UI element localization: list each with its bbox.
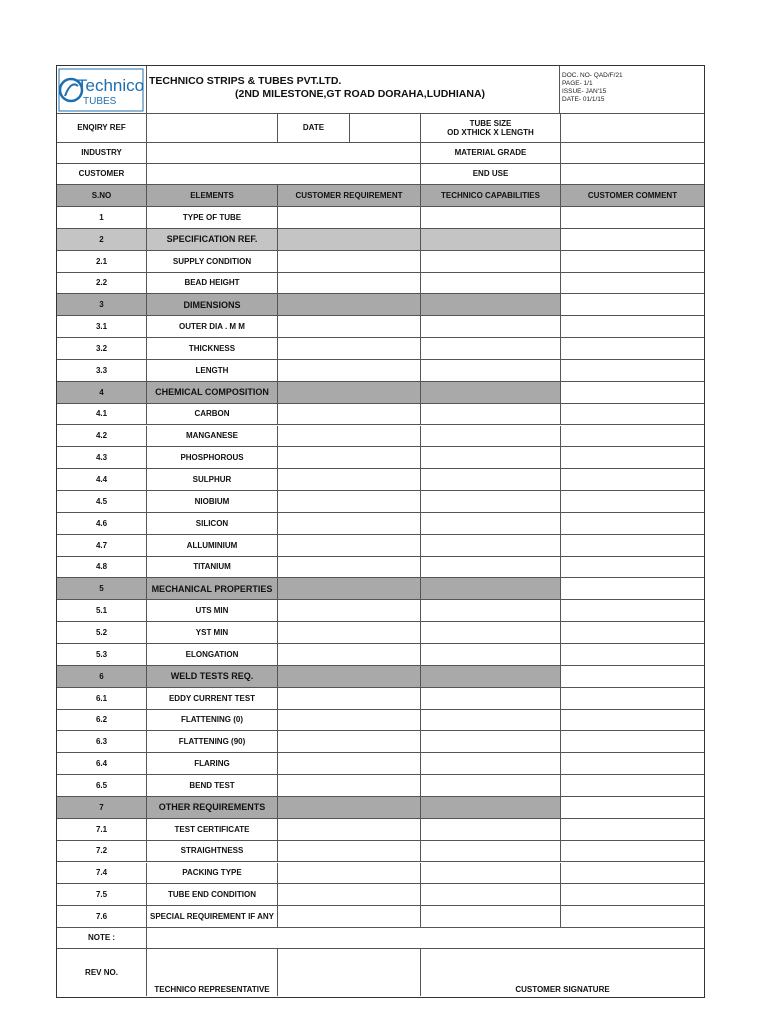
customer-requirement-cell[interactable]	[278, 229, 421, 251]
customer-requirement-cell[interactable]	[278, 644, 421, 666]
col-header-customer-comment: CUSTOMER COMMENT	[561, 185, 704, 207]
customer-comment-cell[interactable]	[561, 884, 704, 906]
customer-comment-cell[interactable]	[561, 557, 704, 579]
row-element: THICKNESS	[147, 338, 278, 360]
row-element: LENGTH	[147, 360, 278, 382]
row-element: FLATTENING (0)	[147, 710, 278, 732]
customer-requirement-cell[interactable]	[278, 666, 421, 688]
row-sno: 6.4	[57, 753, 147, 775]
row-element: NIOBIUM	[147, 491, 278, 513]
row-element: SPECIFICATION REF.	[147, 229, 278, 251]
customer-comment-cell[interactable]	[561, 447, 704, 469]
technico-capability-cell[interactable]	[421, 884, 561, 906]
customer-comment-cell[interactable]	[561, 688, 704, 710]
customer-requirement-cell[interactable]	[278, 426, 421, 448]
customer-signature-label: CUSTOMER SIGNATURE	[515, 984, 610, 994]
note-value[interactable]	[147, 928, 704, 949]
row-sno: 4	[57, 382, 147, 404]
customer-comment-cell[interactable]	[561, 382, 704, 404]
row-element: DIMENSIONS	[147, 294, 278, 316]
technico-capability-cell[interactable]	[421, 469, 561, 491]
customer-comment-cell[interactable]	[561, 294, 704, 316]
customer-requirement-cell[interactable]	[278, 797, 421, 819]
rev-no-label: REV NO.	[57, 949, 147, 996]
row-element: WELD TESTS REQ.	[147, 666, 278, 688]
technico-capability-cell[interactable]	[421, 447, 561, 469]
row-sno: 5.3	[57, 644, 147, 666]
doc-number: DOC. NO- QAD/F/21	[562, 72, 623, 79]
customer-comment-cell[interactable]	[561, 797, 704, 819]
company-logo	[57, 66, 147, 114]
form-sheet	[56, 65, 705, 998]
customer-comment-cell[interactable]	[561, 578, 704, 600]
customer-comment-cell[interactable]	[561, 666, 704, 688]
row-sno: 2	[57, 229, 147, 251]
docinfo-divider	[559, 66, 560, 114]
customer-requirement-cell[interactable]	[278, 622, 421, 644]
tube-size-line1: TUBE SIZE	[469, 118, 512, 128]
row-element: OUTER DIA . M M	[147, 316, 278, 338]
customer-requirement-cell[interactable]	[278, 557, 421, 579]
technico-signature-space[interactable]	[278, 949, 421, 996]
customer-requirement-cell[interactable]	[278, 906, 421, 928]
row-sno: 4.5	[57, 491, 147, 513]
row-element: SPECIAL REQUIREMENT IF ANY	[147, 906, 278, 928]
technico-capability-cell[interactable]	[421, 273, 561, 295]
doc-issue: ISSUE- JAN'15	[562, 88, 607, 96]
customer-comment-cell[interactable]	[561, 819, 704, 841]
row-element: PHOSPHOROUS	[147, 447, 278, 469]
row-element: TEST CERTIFICATE	[147, 819, 278, 841]
customer-requirement-cell[interactable]	[278, 469, 421, 491]
customer-comment-cell[interactable]	[561, 841, 704, 863]
row-sno: 7.4	[57, 863, 147, 885]
technico-capability-cell[interactable]	[421, 294, 561, 316]
date-value[interactable]	[350, 114, 421, 143]
row-element: CARBON	[147, 404, 278, 426]
customer-requirement-cell[interactable]	[278, 294, 421, 316]
row-sno: 7.6	[57, 906, 147, 928]
date-label: DATE	[278, 114, 350, 143]
customer-comment-cell[interactable]	[561, 513, 704, 535]
technico-capability-cell[interactable]	[421, 797, 561, 819]
row-sno: 5	[57, 578, 147, 600]
enquiry-ref-label: ENQIRY REF	[57, 114, 147, 143]
material-grade-value[interactable]	[561, 143, 704, 164]
customer-requirement-cell[interactable]	[278, 382, 421, 404]
technico-capability-cell[interactable]	[421, 644, 561, 666]
row-sno: 5.1	[57, 600, 147, 622]
tube-size-label	[421, 114, 561, 143]
row-sno: 6.5	[57, 775, 147, 797]
technico-capability-cell[interactable]	[421, 404, 561, 426]
technico-capability-cell[interactable]	[421, 863, 561, 885]
row-element: UTS MIN	[147, 600, 278, 622]
row-sno: 4.8	[57, 557, 147, 579]
row-element: CHEMICAL COMPOSITION	[147, 382, 278, 404]
tube-size-line2: OD XTHICK X LENGTH	[447, 128, 534, 137]
customer-comment-cell[interactable]	[561, 535, 704, 557]
row-element: ELONGATION	[147, 644, 278, 666]
row-sno: 6.2	[57, 710, 147, 732]
customer-requirement-cell[interactable]	[278, 600, 421, 622]
technico-capability-cell[interactable]	[421, 710, 561, 732]
technico-capability-cell[interactable]	[421, 557, 561, 579]
customer-comment-cell[interactable]	[561, 710, 704, 732]
col-header-elements: ELEMENTS	[147, 185, 278, 207]
row-element: SULPHUR	[147, 469, 278, 491]
technico-capability-cell[interactable]	[421, 316, 561, 338]
customer-value[interactable]	[147, 164, 421, 185]
technico-logo-icon	[57, 66, 147, 114]
technico-capability-cell[interactable]	[421, 535, 561, 557]
row-element: FLATTENING (90)	[147, 731, 278, 753]
row-element: MECHANICAL PROPERTIES	[147, 578, 278, 600]
technico-capability-cell[interactable]	[421, 207, 561, 229]
customer-requirement-cell[interactable]	[278, 513, 421, 535]
row-element: PACKING TYPE	[147, 863, 278, 885]
technico-capability-cell[interactable]	[421, 338, 561, 360]
customer-label: CUSTOMER	[57, 164, 147, 185]
row-sno: 3	[57, 294, 147, 316]
technico-capability-cell[interactable]	[421, 491, 561, 513]
customer-requirement-cell[interactable]	[278, 841, 421, 863]
technico-capability-cell[interactable]	[421, 819, 561, 841]
row-sno: 4.7	[57, 535, 147, 557]
row-sno: 2.2	[57, 273, 147, 295]
material-grade-label: MATERIAL GRADE	[421, 143, 561, 164]
row-sno: 6.3	[57, 731, 147, 753]
technico-capability-cell[interactable]	[421, 688, 561, 710]
customer-comment-cell[interactable]	[561, 338, 704, 360]
customer-requirement-cell[interactable]	[278, 207, 421, 229]
customer-requirement-cell[interactable]	[278, 447, 421, 469]
row-sno: 6.1	[57, 688, 147, 710]
customer-requirement-cell[interactable]	[278, 316, 421, 338]
row-sno: 4.2	[57, 426, 147, 448]
technico-capability-cell[interactable]	[421, 513, 561, 535]
row-element: TITANIUM	[147, 557, 278, 579]
row-sno: 3.3	[57, 360, 147, 382]
row-sno: 2.1	[57, 251, 147, 273]
tube-size-value[interactable]	[561, 114, 704, 143]
customer-comment-cell[interactable]	[561, 360, 704, 382]
row-sno: 4.6	[57, 513, 147, 535]
customer-requirement-cell[interactable]	[278, 884, 421, 906]
row-sno: 7	[57, 797, 147, 819]
customer-requirement-cell[interactable]	[278, 731, 421, 753]
row-element: FLARING	[147, 753, 278, 775]
customer-requirement-cell[interactable]	[278, 273, 421, 295]
row-sno: 4.3	[57, 447, 147, 469]
row-element: TYPE OF TUBE	[147, 207, 278, 229]
technico-capability-cell[interactable]	[421, 775, 561, 797]
end-use-value[interactable]	[561, 164, 704, 185]
technico-capability-cell[interactable]	[421, 753, 561, 775]
row-element: OTHER REQUIREMENTS	[147, 797, 278, 819]
enquiry-ref-value[interactable]	[147, 114, 278, 143]
technico-capability-cell[interactable]	[421, 251, 561, 273]
row-sno: 5.2	[57, 622, 147, 644]
end-use-label: END USE	[421, 164, 561, 185]
doc-date: DATE- 01/1/15	[562, 96, 605, 104]
technico-capability-cell[interactable]	[421, 666, 561, 688]
customer-comment-cell[interactable]	[561, 316, 704, 338]
row-element: BEND TEST	[147, 775, 278, 797]
technico-representative-label: TECHNICO REPRESENTATIVE	[147, 949, 278, 996]
customer-requirement-cell[interactable]	[278, 863, 421, 885]
industry-value[interactable]	[147, 143, 421, 164]
company-address: (2ND MILESTONE,GT ROAD DORAHA,LUDHIANA)	[235, 88, 486, 100]
customer-requirement-cell[interactable]	[278, 338, 421, 360]
customer-requirement-cell[interactable]	[278, 578, 421, 600]
logo-sub-text: TUBES	[83, 96, 117, 107]
customer-comment-cell[interactable]	[561, 775, 704, 797]
note-label: NOTE :	[57, 928, 147, 949]
customer-comment-cell[interactable]	[561, 600, 704, 622]
customer-comment-cell[interactable]	[561, 207, 704, 229]
row-sno: 7.2	[57, 841, 147, 863]
customer-comment-cell[interactable]	[561, 622, 704, 644]
col-header-technico-capabilities: TECHNICO CAPABILITIES	[421, 185, 561, 207]
customer-comment-cell[interactable]	[561, 753, 704, 775]
customer-requirement-cell[interactable]	[278, 360, 421, 382]
technico-capability-cell[interactable]	[421, 360, 561, 382]
customer-comment-cell[interactable]	[561, 251, 704, 273]
customer-comment-cell[interactable]	[561, 644, 704, 666]
technico-capability-cell[interactable]	[421, 731, 561, 753]
customer-comment-cell[interactable]	[561, 469, 704, 491]
customer-requirement-cell[interactable]	[278, 404, 421, 426]
customer-comment-cell[interactable]	[561, 229, 704, 251]
customer-comment-cell[interactable]	[561, 426, 704, 448]
industry-label: INDUSTRY	[57, 143, 147, 164]
row-element: BEAD HEIGHT	[147, 273, 278, 295]
technico-capability-cell[interactable]	[421, 600, 561, 622]
technico-capability-cell[interactable]	[421, 229, 561, 251]
row-element: TUBE END CONDITION	[147, 884, 278, 906]
technico-capability-cell[interactable]	[421, 426, 561, 448]
customer-requirement-cell[interactable]	[278, 710, 421, 732]
doc-page: PAGE- 1/1	[562, 80, 593, 88]
customer-requirement-cell[interactable]	[278, 251, 421, 273]
row-element: EDDY CURRENT TEST	[147, 688, 278, 710]
customer-comment-cell[interactable]	[561, 404, 704, 426]
technico-capability-cell[interactable]	[421, 578, 561, 600]
customer-requirement-cell[interactable]	[278, 491, 421, 513]
row-element: SUPPLY CONDITION	[147, 251, 278, 273]
doc-info	[562, 72, 623, 105]
row-sno: 7.5	[57, 884, 147, 906]
customer-requirement-cell[interactable]	[278, 535, 421, 557]
technico-capability-cell[interactable]	[421, 622, 561, 644]
company-name: TECHNICO STRIPS & TUBES PVT.LTD.	[149, 75, 342, 87]
row-sno: 3.2	[57, 338, 147, 360]
row-sno: 1	[57, 207, 147, 229]
customer-requirement-cell[interactable]	[278, 819, 421, 841]
row-sno: 3.1	[57, 316, 147, 338]
customer-requirement-cell[interactable]	[278, 753, 421, 775]
row-sno: 4.4	[57, 469, 147, 491]
row-sno: 6	[57, 666, 147, 688]
row-element: YST MIN	[147, 622, 278, 644]
row-element: ALLUMINIUM	[147, 535, 278, 557]
customer-requirement-cell[interactable]	[278, 688, 421, 710]
customer-comment-cell[interactable]	[561, 491, 704, 513]
customer-requirement-cell[interactable]	[278, 775, 421, 797]
technico-capability-cell[interactable]	[421, 841, 561, 863]
technico-capability-cell[interactable]	[421, 382, 561, 404]
technico-capability-cell[interactable]	[421, 906, 561, 928]
row-element: SILICON	[147, 513, 278, 535]
row-sno: 7.1	[57, 819, 147, 841]
customer-comment-cell[interactable]	[561, 273, 704, 295]
customer-comment-cell[interactable]	[561, 863, 704, 885]
row-element: STRAIGHTNESS	[147, 841, 278, 863]
logo-brand-text: Technico	[77, 76, 145, 95]
row-sno: 4.1	[57, 404, 147, 426]
customer-comment-cell[interactable]	[561, 906, 704, 928]
col-header-customer-requirement: CUSTOMER REQUIREMENT	[278, 185, 421, 207]
col-header-sno: S.NO	[57, 185, 147, 207]
row-element: MANGANESE	[147, 426, 278, 448]
customer-comment-cell[interactable]	[561, 731, 704, 753]
